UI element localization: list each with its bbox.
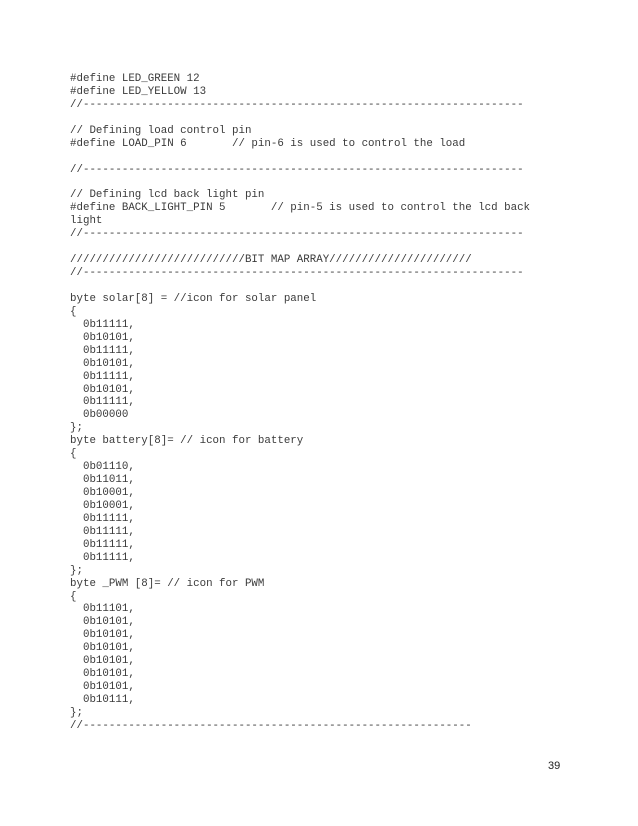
code-line: 0b10101, [70,629,135,642]
code-line: 0b11101, [70,603,135,616]
code-line: 0b10101, [70,357,135,370]
code-line [70,280,570,293]
code-line: //-------------------------------------------------------------------- [70,163,524,176]
code-line: 0b11111, [70,512,135,525]
code-line: 0b10101, [70,616,135,629]
code-line: byte battery[8]= // icon for battery [70,435,304,448]
code-line: 0b11111, [70,370,135,383]
code-line: 0b00000 [70,409,129,422]
code-line [70,177,570,190]
code-line: 0b10001, [70,487,135,499]
code-line: 0b10101, [70,655,135,668]
code-line: 0b11111, [70,344,135,357]
code-line: //-------------------------------------------------------------------- [70,228,524,241]
code-line: { [70,305,77,318]
code-line [70,241,570,254]
code-line: byte solar[8] = //icon for solar panel [70,292,317,305]
code-line: light [70,215,103,228]
code-line: 0b10101, [70,383,135,396]
code-line: 0b11111, [70,318,135,331]
code-line: #define LOAD_PIN 6 // pin-6 is used to control the load [70,137,466,150]
code-line: //-------------------------------------------------------------------- [70,267,524,280]
code-line: 0b11011, [70,474,135,487]
code-line: 0b10101, [70,681,135,694]
code-line: 0b11111, [70,396,135,409]
code-line: // Defining load control pin [70,124,252,137]
code-line: 0b10101, [70,331,135,344]
code-line: //------------------------------------------------------------ [70,719,472,732]
code-line: 0b01110, [70,461,135,474]
code-line: #define BACK_LIGHT_PIN 5 // pin-5 is used to control the lcd back [70,202,531,215]
code-line: #define LED_YELLOW 13 [70,85,207,98]
code-line: }; [70,422,83,435]
code-line: 0b10111, [70,694,135,706]
code-line: }; [70,706,83,719]
code-line: 0b11111, [70,538,135,551]
code-line: #define LED_GREEN 12 [70,73,200,85]
code-line: 0b11111, [70,525,135,538]
code-line: 0b11111, [70,551,135,564]
code-line: // Defining lcd back light pin [70,189,265,202]
code-line: ///////////////////////////BIT MAP ARRAY////////////////////// [70,254,472,267]
code-line: 0b10101, [70,642,135,655]
code-line: //-------------------------------------------------------------------- [70,98,524,111]
code-line: byte _PWM [8]= // icon for PWM [70,577,265,590]
code-line [70,112,570,125]
code-line: { [70,448,77,461]
code-line: }; [70,564,83,577]
page-number: 39 [548,760,561,772]
code-line: { [70,590,77,603]
code-listing [70,73,570,733]
code-line: 0b10001, [70,499,135,512]
code-line: 0b10101, [70,668,135,681]
code-line [70,151,570,164]
